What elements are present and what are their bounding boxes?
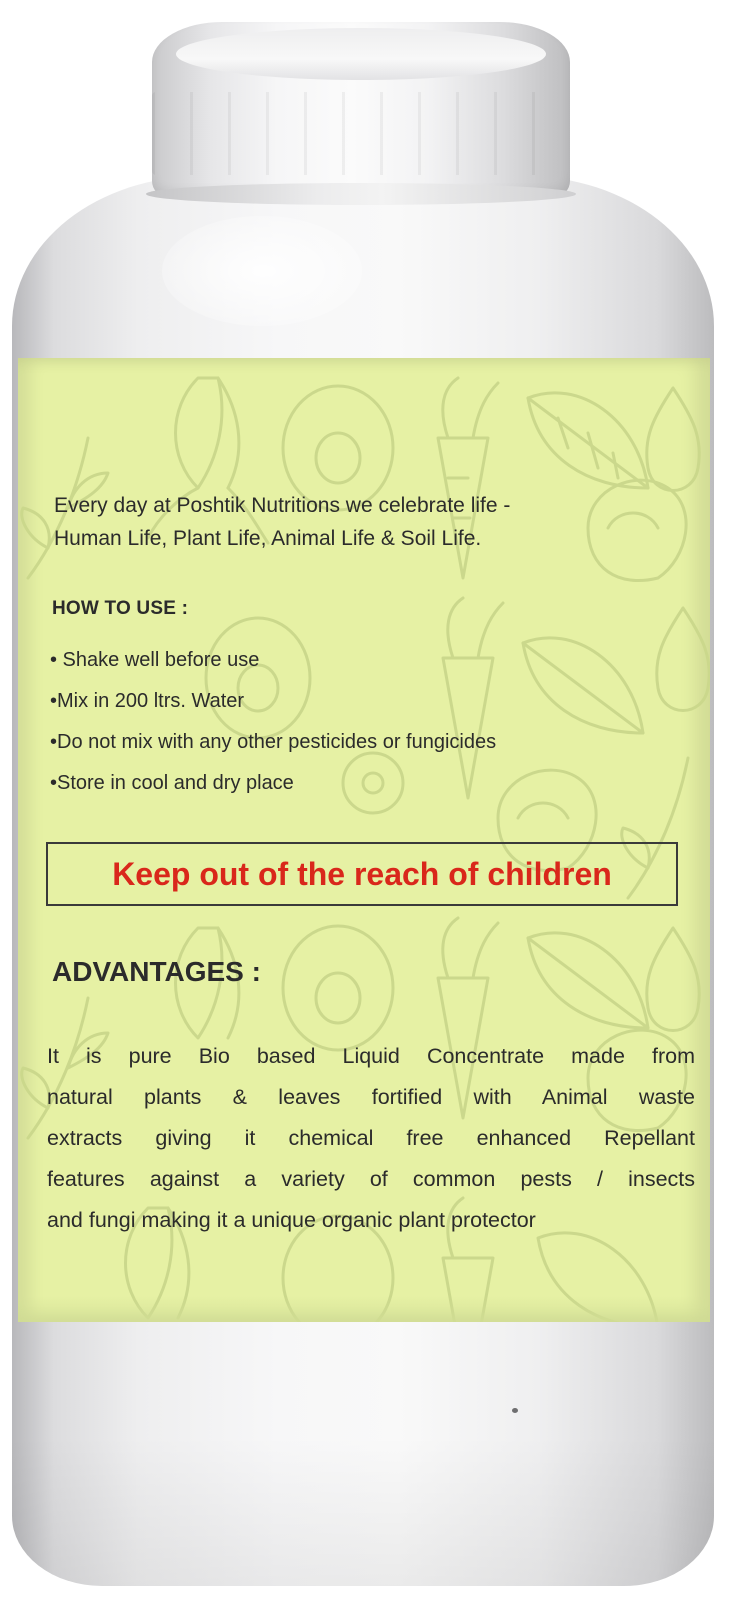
leaf-icon <box>523 638 643 733</box>
advantages-body <box>47 1036 695 1241</box>
advantages-line: features against a variety of common pests / insects <box>47 1167 695 1191</box>
pear-icon <box>657 608 710 711</box>
intro-line: Human Life, Plant Life, Animal Life & Soil Life. <box>54 527 482 550</box>
bottle-cap <box>152 22 570 197</box>
cap-ring <box>146 183 576 205</box>
leaf-icon <box>528 933 648 1028</box>
advantages-line: natural plants & leaves fortified with Animal waste <box>47 1085 695 1109</box>
advantages-line: extracts giving it chemical free enhanced Repellant <box>47 1126 695 1150</box>
advantages-line: and fungi making it a unique organic plant protector <box>47 1208 536 1232</box>
pear-icon <box>647 928 700 1031</box>
pear-icon <box>647 388 700 491</box>
avocado-icon <box>283 926 393 1050</box>
cap-ribs <box>152 92 570 175</box>
bottle-highlight <box>162 216 362 326</box>
warning-box <box>46 842 678 906</box>
intro-line: Every day at Poshtik Nutritions we celebrate life - <box>54 494 511 517</box>
leaf-icon <box>528 393 648 488</box>
how-to-use-item: •Mix in 200 ltrs. Water <box>50 690 245 712</box>
cap-top <box>176 28 546 80</box>
bottle-mark <box>512 1408 518 1413</box>
how-to-use-title: HOW TO USE : <box>52 598 189 619</box>
advantages-title: ADVANTAGES : <box>52 956 261 987</box>
how-to-use-list <box>50 640 496 804</box>
how-to-use-item: • Shake well before use <box>50 649 260 671</box>
intro-text <box>54 489 510 555</box>
how-to-use-item: •Store in cool and dry place <box>50 772 294 794</box>
advantages-line: It is pure Bio based Liquid Concentrate made from <box>47 1044 695 1068</box>
how-to-use-item: •Do not mix with any other pesticides or fungicides <box>50 731 497 753</box>
warning-text: Keep out of the reach of children <box>112 855 612 892</box>
cabbage-icon <box>588 480 686 580</box>
leaf-icon <box>538 1233 658 1322</box>
bottle-bottom-shade <box>12 1436 714 1586</box>
